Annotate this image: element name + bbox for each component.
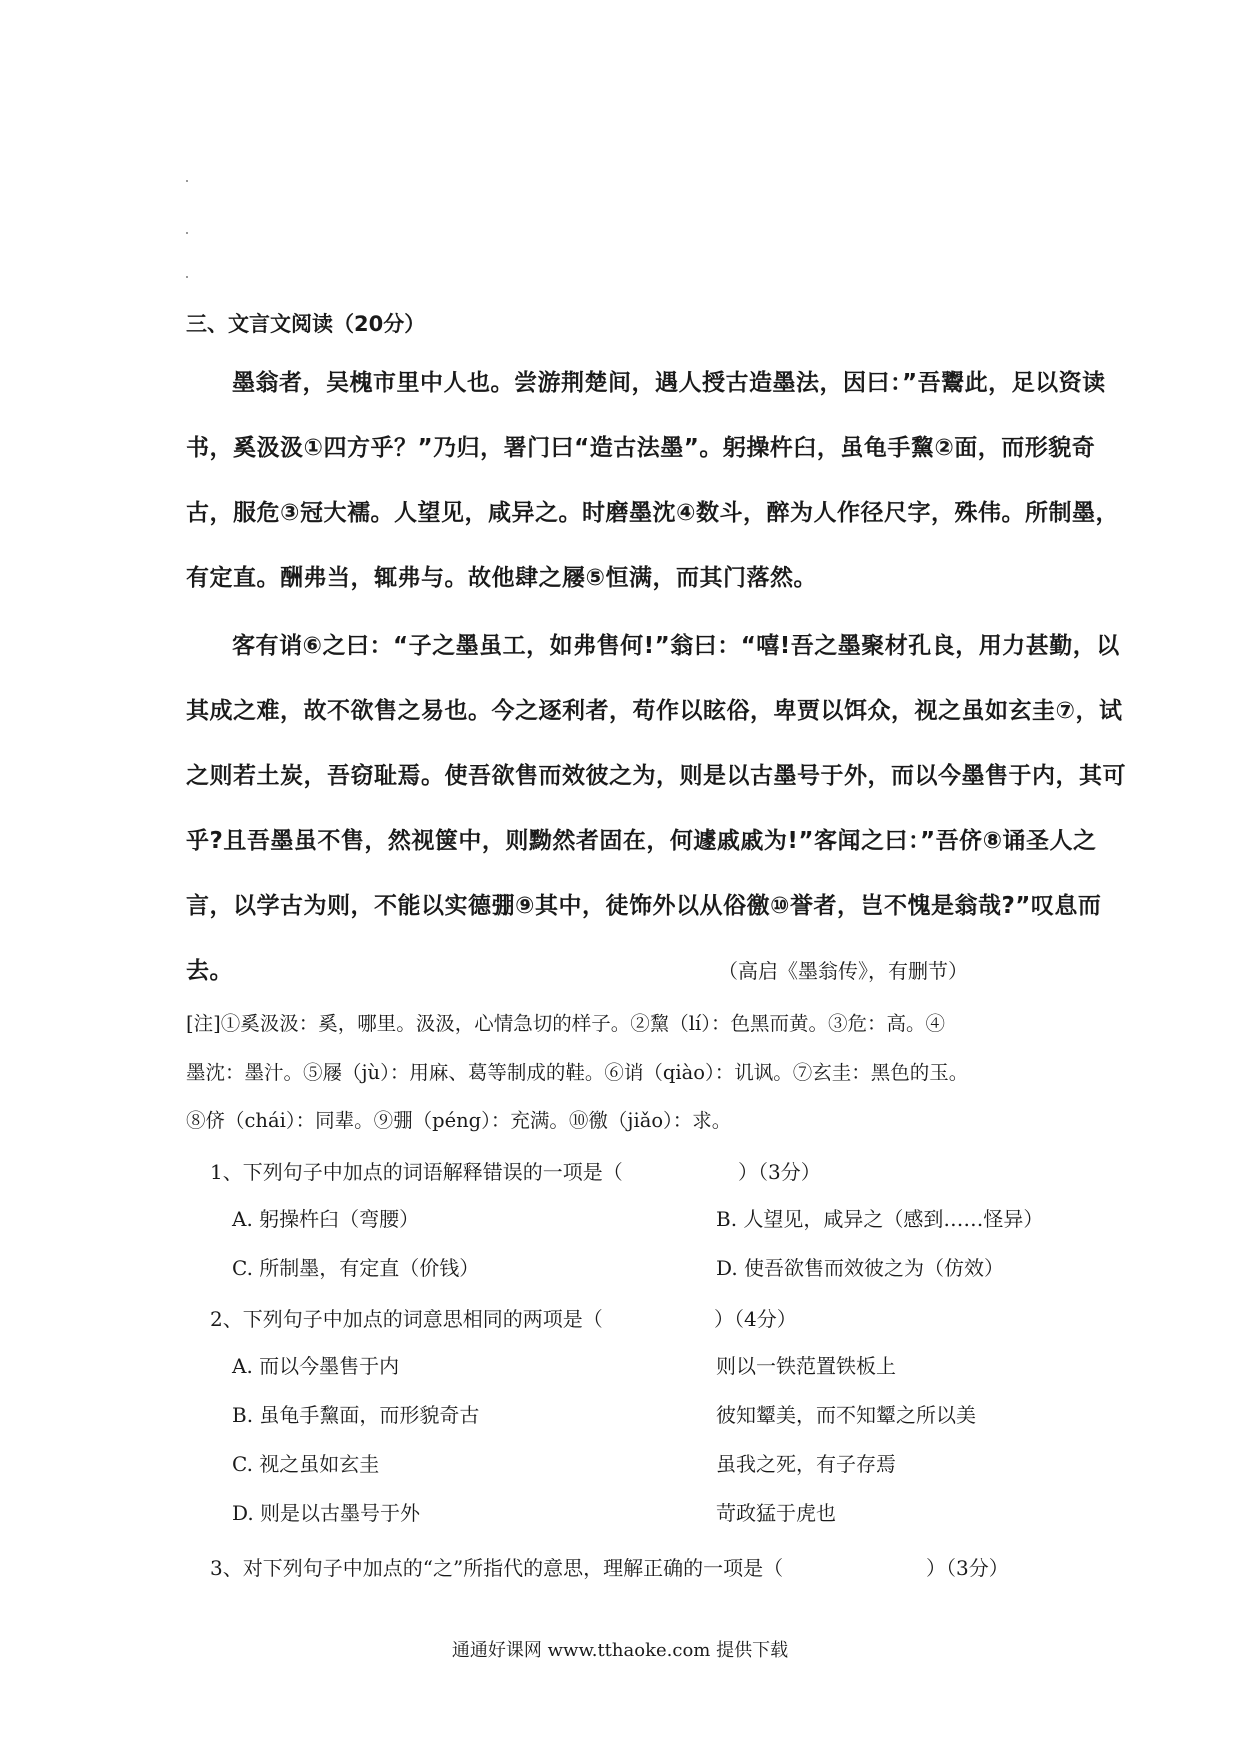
passage-line: 言，以学古为则，不能以实德弸⑨其中，徒饰外以从俗徼⑩誉者，岂不愧是翁哉?”叹息而 — [186, 893, 1102, 919]
question-1-stem: 1、下列句子中加点的词语解释错误的一项是（ — [210, 1160, 623, 1184]
note-line: [注]①奚汲汲：奚，哪里。汲汲，心情急切的样子。②黧（lí）：色黑而黄。③危：高。④ — [186, 1012, 945, 1035]
passage-source: （高启《墨翁传》，有删节） — [718, 959, 968, 983]
passage-line: 之则若土炭，吾窃耻焉。使吾欲售而效彼之为，则是以古墨号于外，而以今墨售于内，其可 — [186, 763, 1126, 789]
q2-option-d: D. 则是以古墨号于外 — [232, 1501, 421, 1525]
q2-option-c: C. 视之虽如玄圭 — [232, 1452, 380, 1476]
q2-option-c-compare: 虽我之死，有子存焉 — [716, 1452, 896, 1476]
q2-option-d-compare: 苛政猛于虎也 — [716, 1501, 836, 1525]
q1-option-c: C. 所制墨，有定直（价钱） — [232, 1256, 480, 1280]
passage-line: 去。 — [186, 958, 233, 984]
passage-line: 书，奚汲汲①四方乎？”乃归，署门曰“造古法墨”。躬操杵臼，虽龟手黧②面，而形貌奇 — [186, 435, 1096, 461]
passage-line: 墨翁者，吴槐市里中人也。尝游荆楚间，遇人授古造墨法，因曰：”吾鬻此，足以资读 — [232, 370, 1106, 396]
passage-line: 乎?且吾墨虽不售，然视箧中，则黝然者固在，何遽戚戚为!”客闻之曰：”吾侪⑧诵圣人之 — [186, 828, 1097, 854]
passage-line: 有定直。酬弗当，辄弗与。故他肆之屦⑤恒满，而其门落然。 — [186, 565, 817, 591]
question-2-score: ）（4分） — [714, 1307, 797, 1331]
note-line: 墨沈：墨汁。⑤屦（jù）：用麻、葛等制成的鞋。⑥诮（qiào）：讥讽。⑦玄圭：黑色的玉。 — [186, 1061, 969, 1084]
scan-speck — [186, 276, 188, 278]
question-3-stem: 3、对下列句子中加点的“之”所指代的意思，理解正确的一项是（ — [210, 1556, 784, 1580]
passage-line: 其成之难，故不欲售之易也。今之逐利者，苟作以眩俗，卑贾以饵众，视之虽如玄圭⑦，试 — [186, 698, 1123, 724]
note-line: ⑧侪（chái）：同辈。⑨弸（péng）：充满。⑩徼（jiǎo）：求。 — [186, 1109, 732, 1132]
question-1-score: ）（3分） — [738, 1160, 821, 1184]
q2-option-a: A. 而以今墨售于内 — [232, 1354, 400, 1378]
scan-speck — [186, 180, 188, 182]
passage-line: 客有诮⑥之曰：“子之墨虽工，如弗售何!”翁曰：“嘻!吾之墨聚材孔良，用力甚勤，以 — [232, 633, 1120, 659]
q1-option-b: B. 人望见，咸异之（感到……怪异） — [716, 1207, 1044, 1231]
q2-option-a-compare: 则以一铁范置铁板上 — [716, 1354, 896, 1378]
q1-option-d: D. 使吾欲售而效彼之为（仿效） — [716, 1256, 1005, 1280]
q2-option-b: B. 虽龟手黧面，而形貌奇古 — [232, 1403, 480, 1427]
question-2-stem: 2、下列句子中加点的词意思相同的两项是（ — [210, 1307, 603, 1331]
passage-line: 古，服危③冠大襦。人望见，咸异之。时磨墨沈④数斗，醉为人作径尺字，殊伟。所制墨， — [186, 500, 1119, 526]
question-3-score: ）（3分） — [926, 1556, 1009, 1580]
q1-option-a: A. 躬操杵臼（弯腰） — [232, 1207, 420, 1231]
page-footer: 通通好课网 www.tthaoke.com 提供下载 — [451, 1640, 789, 1661]
q2-option-b-compare: 彼知颦美，而不知颦之所以美 — [716, 1403, 976, 1427]
scan-speck — [186, 232, 188, 234]
section-heading: 三、文言文阅读（20分） — [186, 312, 426, 336]
